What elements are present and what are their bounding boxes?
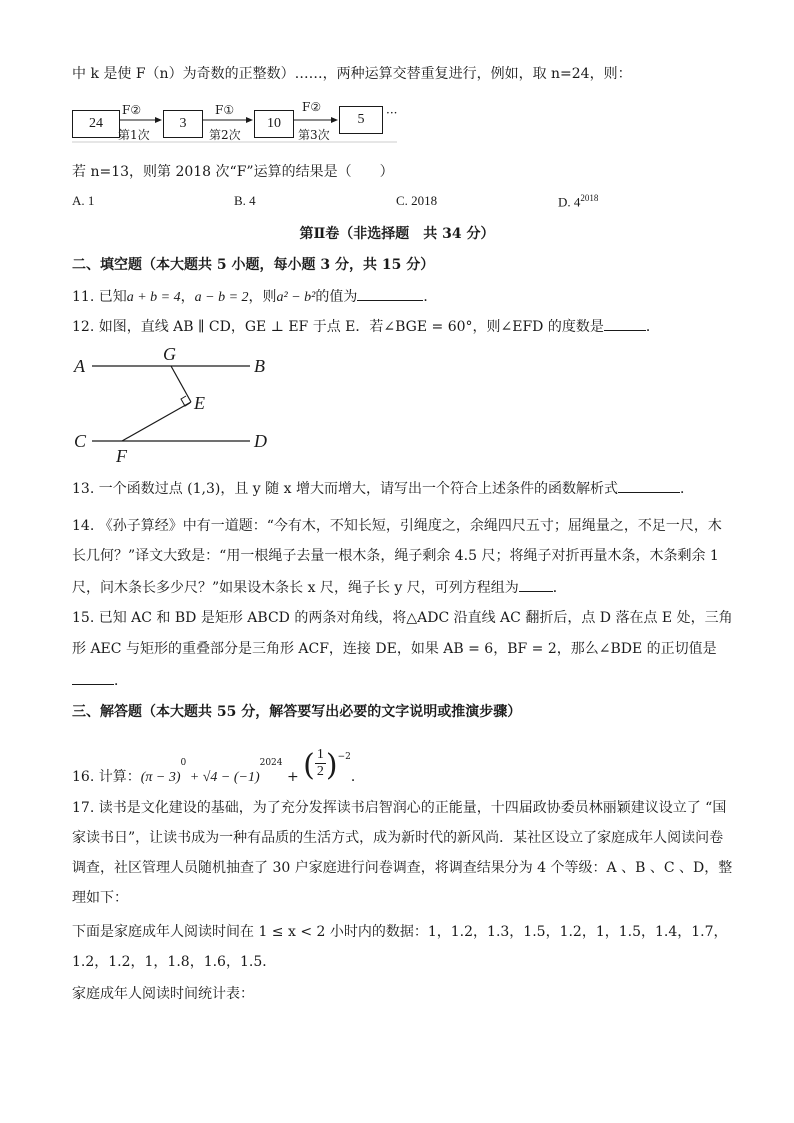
q15-end: ． — [114, 673, 128, 689]
q17-line-1: 17. 读书是文化建设的基础，为了充分发挥读书启智润心的正能量，十四届政协委员林丽颖建议设立了 “国 — [72, 800, 727, 816]
q14-line-1: 14. 《孙子算经》中有一道题：“今有木，不知长短，引绳度之，余绳四尺五寸；屈绳量之，不足一尺，木 — [72, 518, 722, 534]
flow-step-2: 第2次 — [209, 128, 241, 142]
q16-term-2: + √4 − (−1) — [186, 770, 260, 785]
q16 — [72, 742, 365, 785]
q10-stem: 若 n=13，则第 2018 次“F”运算的结果是（ ） — [72, 164, 394, 180]
section2-title: 二、填空题（本大题共 5 小题，每小题 3 分，共 15 分） — [72, 257, 435, 273]
q10-option-d-exp: 2018 — [580, 193, 599, 203]
q15-line-2: 形 AEC 与矩形的重叠部分是三角形 ACF，连接 DE，如果 AB = 6，BF = 2，那么∠BDE 的正切值是 — [72, 641, 717, 657]
q14-blank — [519, 577, 553, 592]
q16-exp-2: 2024 — [259, 758, 283, 769]
segment-ef — [122, 402, 191, 441]
flow-box-2: 3 — [163, 110, 203, 138]
q17-line-2: 家读书日”，让读书成为一种有品质的生活方式，成为新时代的新风尚．某社区设立了家庭成年人阅读问卷 — [72, 830, 724, 846]
q15-line-3 — [72, 670, 128, 691]
q11-eq2: a − b = 2 — [194, 290, 249, 305]
q16-exp-3: −2 — [337, 752, 351, 763]
section3-title: 三、解答题（本大题共 55 分，解答要写出必要的文字说明或推演步骤） — [72, 704, 522, 720]
q12-figure — [0, 0, 794, 490]
q14-end: ． — [552, 580, 567, 596]
label-c: C — [74, 431, 87, 451]
q16-term-1: (π − 3) — [140, 770, 181, 785]
flow-op-2: F① — [215, 103, 235, 117]
flow-op-3: F② — [302, 100, 322, 114]
q17-line-3: 调查，社区管理人员随机抽查了 30 户家庭进行问卷调查，将调查结果分为 4 个等级：A 、B 、C 、D，整 — [72, 860, 733, 876]
flow-box-1: 24 — [72, 110, 120, 138]
q10-option-b: B. 4 — [234, 193, 256, 208]
label-a: A — [74, 356, 85, 376]
q11-end: ． — [423, 289, 438, 305]
q16-prefix: 16. 计算： — [72, 769, 141, 785]
label-e: E — [194, 393, 205, 413]
label-g: G — [163, 344, 176, 364]
q15-line-1: 15. 已知 AC 和 BD 是矩形 ABCD 的两条对角线，将△ADC 沿直线 AC 翻折后，点 D 落在点 E 处，三角 — [72, 610, 733, 626]
q17-line-6: 1.2，1.2，1，1.8，1.6，1.5． — [72, 954, 277, 970]
q13-text: 13. 一个函数过点 (1,3)，且 y 随 x 增大而增大，请写出一个符合上述条件的函数解析式 — [72, 481, 618, 497]
q17-line-7: 家庭成年人阅读时间统计表： — [72, 986, 254, 1002]
flow-op-1: F② — [122, 103, 142, 117]
flow-step-1: 第1次 — [118, 128, 150, 142]
q16-paren-close: ) — [325, 748, 338, 783]
q16-plus: + — [282, 769, 304, 785]
flow-box-3: 10 — [254, 110, 294, 138]
flow-ellipsis: ··· — [386, 106, 398, 120]
intro-line: 中 k 是使 F（n）为奇数的正整数）……，两种运算交替重复进行，例如，取 n=24，则： — [72, 66, 632, 82]
flow-box-4: 5 — [339, 106, 383, 134]
q14-line-3 — [72, 577, 567, 598]
q16-fraction — [315, 747, 326, 780]
part2-title: 第Ⅱ卷（非选择题 共 34 分） — [299, 226, 495, 242]
q10-option-a: A. 1 — [72, 193, 95, 208]
q16-frac-num: 1 — [316, 746, 324, 762]
q11-num: 11. 已知 — [72, 289, 127, 305]
q10-option-c: C. 2018 — [396, 193, 438, 208]
q11-eq1: a + b = 4 — [126, 290, 181, 305]
label-b: B — [254, 356, 265, 376]
q14-line-2: 长几何？”译文大致是：“用一根绳子去量一根木条，绳子剩余 4.5 尺；将绳子对折再量木条，木条剩余 1 — [72, 548, 719, 564]
q13-blank — [618, 478, 680, 493]
q16-end: ． — [350, 769, 365, 785]
q11-then: ，则 — [248, 289, 277, 305]
label-d: D — [254, 431, 267, 451]
q11-value-of: 的值为 — [315, 289, 358, 305]
q11-expr: a² − b² — [276, 290, 316, 305]
q16-frac-den: 2 — [316, 763, 324, 779]
q16-paren-open: ( — [303, 748, 315, 783]
q14-line-3-text: 尺，问木条长多少尺？”如果设木条长 x 尺，绳子长 y 尺，可列方程组为 — [72, 580, 519, 596]
q10-option-d-base: D. 4 — [558, 194, 581, 210]
q16-exp-1: 0 — [180, 758, 187, 769]
flow-step-3: 第3次 — [298, 128, 330, 142]
q13 — [72, 478, 694, 499]
q15-blank — [72, 670, 114, 685]
segment-ge — [171, 366, 191, 402]
label-f: F — [116, 446, 127, 466]
q12-text: 12. 如图，直线 AB ∥ CD，GE ⊥ EF 于点 E．若∠BGE = 60°，则∠EFD 的度数是 — [72, 319, 604, 335]
q17-line-4: 理如下： — [72, 890, 128, 906]
q13-end: ． — [679, 481, 694, 497]
q17-line-5: 下面是家庭成年人阅读时间在 1 ≤ x < 2 小时内的数据：1，1.2，1.3，1.5，1.2，1，1.5，1.4，1.7， — [72, 924, 728, 940]
q12-end: ． — [645, 319, 660, 335]
q11: 11. 已知a + b = 4，a − b = 2，则a² − b²的值为 ． — [72, 286, 437, 308]
